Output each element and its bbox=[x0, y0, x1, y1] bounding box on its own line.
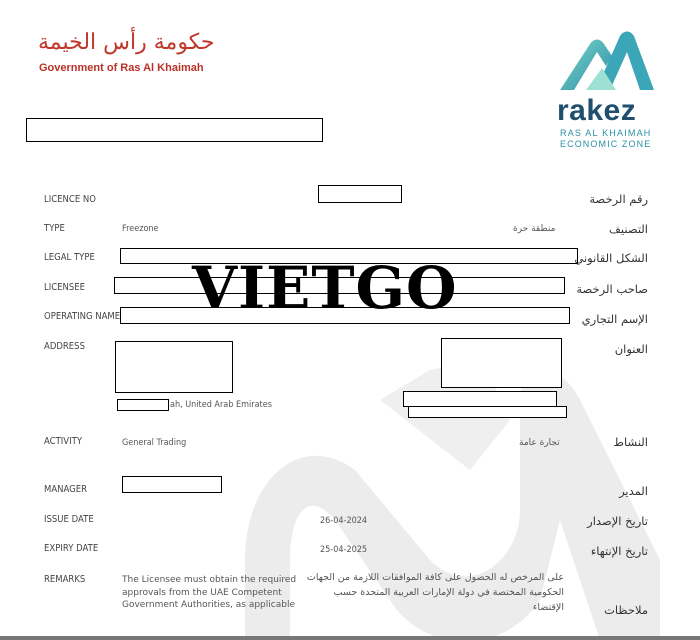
label-expiry-date: EXPIRY DATE bbox=[44, 543, 99, 554]
label-type-ar: التصنيف bbox=[609, 222, 648, 236]
value-address-tail: ah, United Arab Emirates bbox=[170, 400, 272, 410]
label-remarks: REMARKS bbox=[44, 574, 86, 585]
label-remarks-ar: ملاحظات bbox=[604, 603, 648, 617]
value-type: Freezone bbox=[122, 224, 159, 234]
redacted-header-box bbox=[26, 118, 323, 142]
redacted-address-en-line bbox=[117, 399, 169, 411]
label-type: TYPE bbox=[44, 223, 65, 234]
label-licence-no-ar: رقم الرخصة bbox=[589, 192, 648, 206]
rakez-subtitle-line2: ECONOMIC ZONE bbox=[560, 139, 652, 149]
redacted-address-ar-line1 bbox=[403, 391, 557, 407]
value-issue-date: 26-04-2024 bbox=[320, 516, 368, 526]
label-licensee-ar: صاحب الرخصة bbox=[576, 282, 648, 296]
label-licensee: LICENSEE bbox=[44, 282, 86, 293]
redacted-address-en bbox=[115, 341, 233, 393]
rakez-wordmark: rakez bbox=[557, 94, 637, 127]
label-operating-name-ar: الإسم التجاري bbox=[581, 312, 648, 326]
label-expiry-date-ar: تاريخ الإنتهاء bbox=[590, 544, 648, 558]
label-address: ADDRESS bbox=[44, 341, 85, 352]
government-english-name: Government of Ras Al Khaimah bbox=[39, 62, 204, 74]
label-manager: MANAGER bbox=[44, 484, 88, 495]
label-issue-date-ar: تاريخ الإصدار bbox=[587, 514, 648, 528]
rakez-subtitle-line1: RAS AL KHAIMAH bbox=[560, 128, 652, 138]
redacted-manager bbox=[122, 476, 222, 493]
value-remarks-ar: على المرخص له الحصول على كافة الموافقات اللازمة من الجهات الحكومية المختصة في دولة الإمارات العربية المتحدة حسب الإقتضاء bbox=[306, 572, 564, 613]
value-expiry-date: 25-04-2025 bbox=[320, 545, 368, 555]
label-activity-ar: النشاط bbox=[613, 435, 648, 449]
value-type-ar: منطقة حرة bbox=[513, 224, 556, 234]
value-activity-ar: تجارة عامة bbox=[519, 438, 560, 448]
redacted-address-ar bbox=[441, 338, 562, 388]
label-manager-ar: المدير bbox=[619, 484, 648, 498]
label-legal-type: LEGAL TYPE bbox=[44, 252, 95, 263]
value-remarks: The Licensee must obtain the required approvals from the UAE Competent Government Authorities, as applicable bbox=[122, 575, 297, 610]
bottom-edge-border bbox=[0, 636, 700, 640]
label-activity: ACTIVITY bbox=[44, 436, 83, 447]
label-licence-no: LICENCE NO bbox=[44, 194, 96, 205]
redacted-licence-no bbox=[318, 185, 402, 203]
value-activity: General Trading bbox=[122, 438, 187, 448]
label-legal-type-ar: الشكل القانوني bbox=[574, 251, 648, 265]
label-address-ar: العنوان bbox=[614, 342, 648, 356]
label-issue-date: ISSUE DATE bbox=[44, 514, 94, 525]
redacted-address-ar-line2 bbox=[408, 406, 567, 418]
government-arabic-logotype: حكومة رأس الخيمة bbox=[38, 30, 215, 55]
label-operating-name: OPERATING NAME bbox=[44, 311, 121, 322]
rakez-logo-icon bbox=[556, 30, 656, 94]
watermark-text: VIETGO bbox=[192, 254, 458, 322]
